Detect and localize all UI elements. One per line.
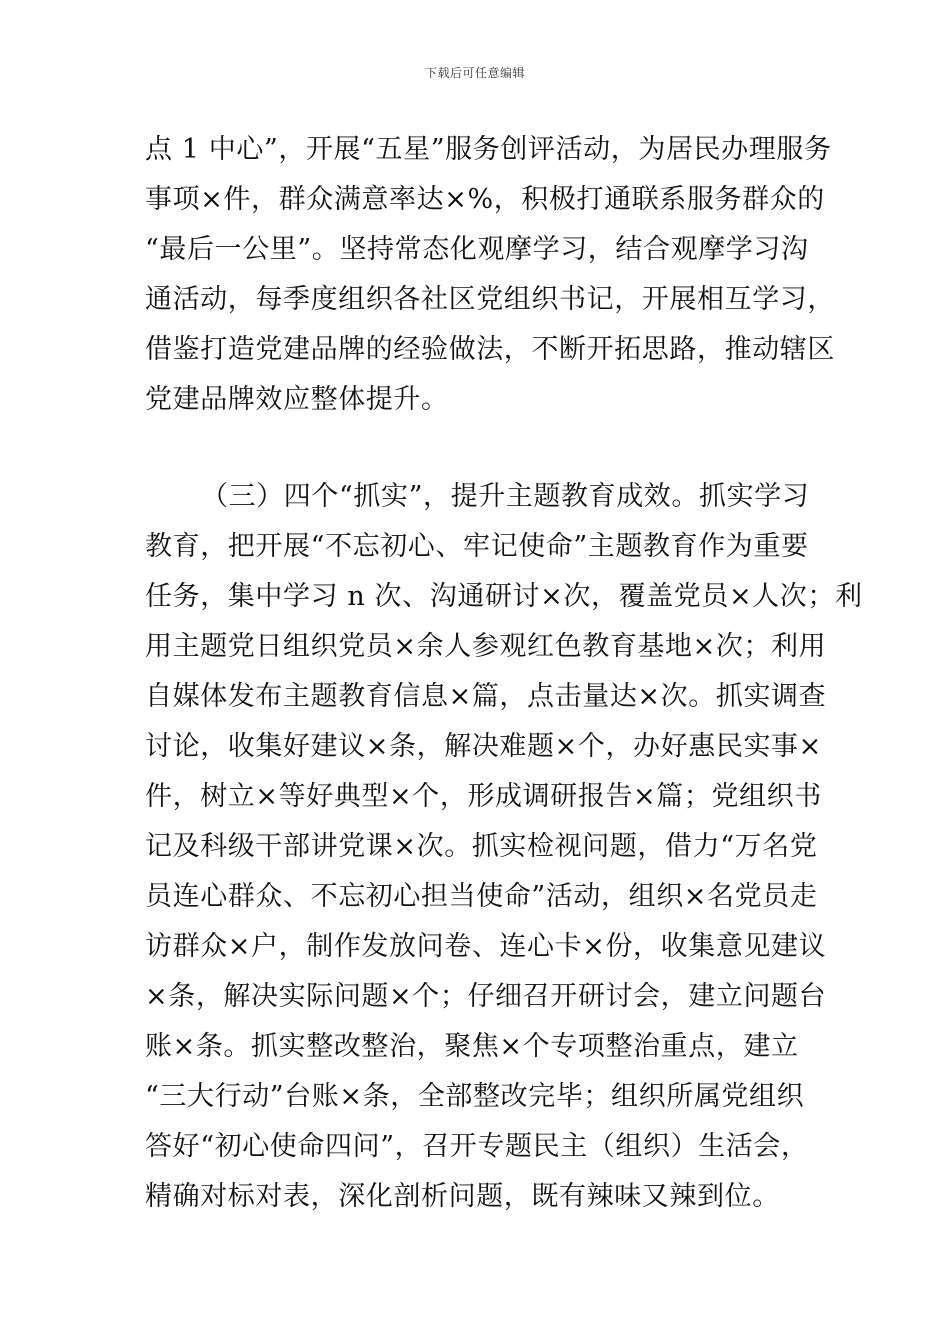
text-line: 员连心群众、不忘初心担当使命”活动，组织×名党员走 — [145, 881, 818, 912]
text-line: 点 1 中心”，开展“五星”服务创评活动，为居民办理服务 — [145, 134, 832, 165]
text-line: 件，树立×等好典型×个，形成调研报告×篇；党组织书 — [145, 781, 822, 812]
text-line: 事项×件，群众满意率达×%，积极打通联系服务群众的 — [145, 184, 825, 215]
text-line: 答好“初心使命四问”，召开专题民主（组织）生活会， — [145, 1131, 809, 1162]
text-line: 记及科级干部讲党课×次。抓实检视问题，借力“万名党 — [145, 831, 818, 862]
text-line: 通活动，每季度组织各社区党组织书记，开展相互学习， — [145, 284, 835, 315]
text-line: 讨论，收集好建议×条，解决难题×个，办好惠民实事× — [145, 731, 822, 762]
page-header: 下载后可任意编辑 — [424, 66, 525, 80]
text-line: 精确对标对表，深化剖析问题，既有辣味又辣到位。 — [145, 1181, 780, 1212]
text-line: （三）四个“抓实”，提升主题教育成效。抓实学习 — [201, 481, 810, 512]
text-line: 党建品牌效应整体提升。 — [145, 384, 449, 415]
text-line: 账×条。抓实整改整治，聚焦×个专项整治重点，建立 — [145, 1031, 799, 1062]
text-line: 用主题党日组织党员×余人参观红色教育基地×次；利用 — [145, 631, 827, 662]
text-line: 任务，集中学习 n 次、沟通研讨×次，覆盖党员×人次；利 — [145, 581, 863, 612]
text-line: 借鉴打造党建品牌的经验做法，不断开拓思路，推动辖区 — [145, 334, 835, 365]
text-line: 教育，把开展“不忘初心、牢记使命”主题教育作为重要 — [145, 531, 809, 562]
text-line: 自媒体发布主题教育信息×篇，点击量达×次。抓实调查 — [145, 681, 827, 712]
text-line: 访群众×户，制作发放问卷、连心卡×份，收集意见建议 — [145, 931, 827, 962]
text-line: “三大行动”台账×条，全部整改完毕；组织所属党组织 — [145, 1081, 805, 1112]
text-line: “最后一公里”。坚持常态化观摩学习，结合观摩学习沟 — [145, 234, 809, 265]
text-line: ×条，解决实际问题×个；仔细召开研讨会，建立问题台 — [145, 981, 827, 1012]
